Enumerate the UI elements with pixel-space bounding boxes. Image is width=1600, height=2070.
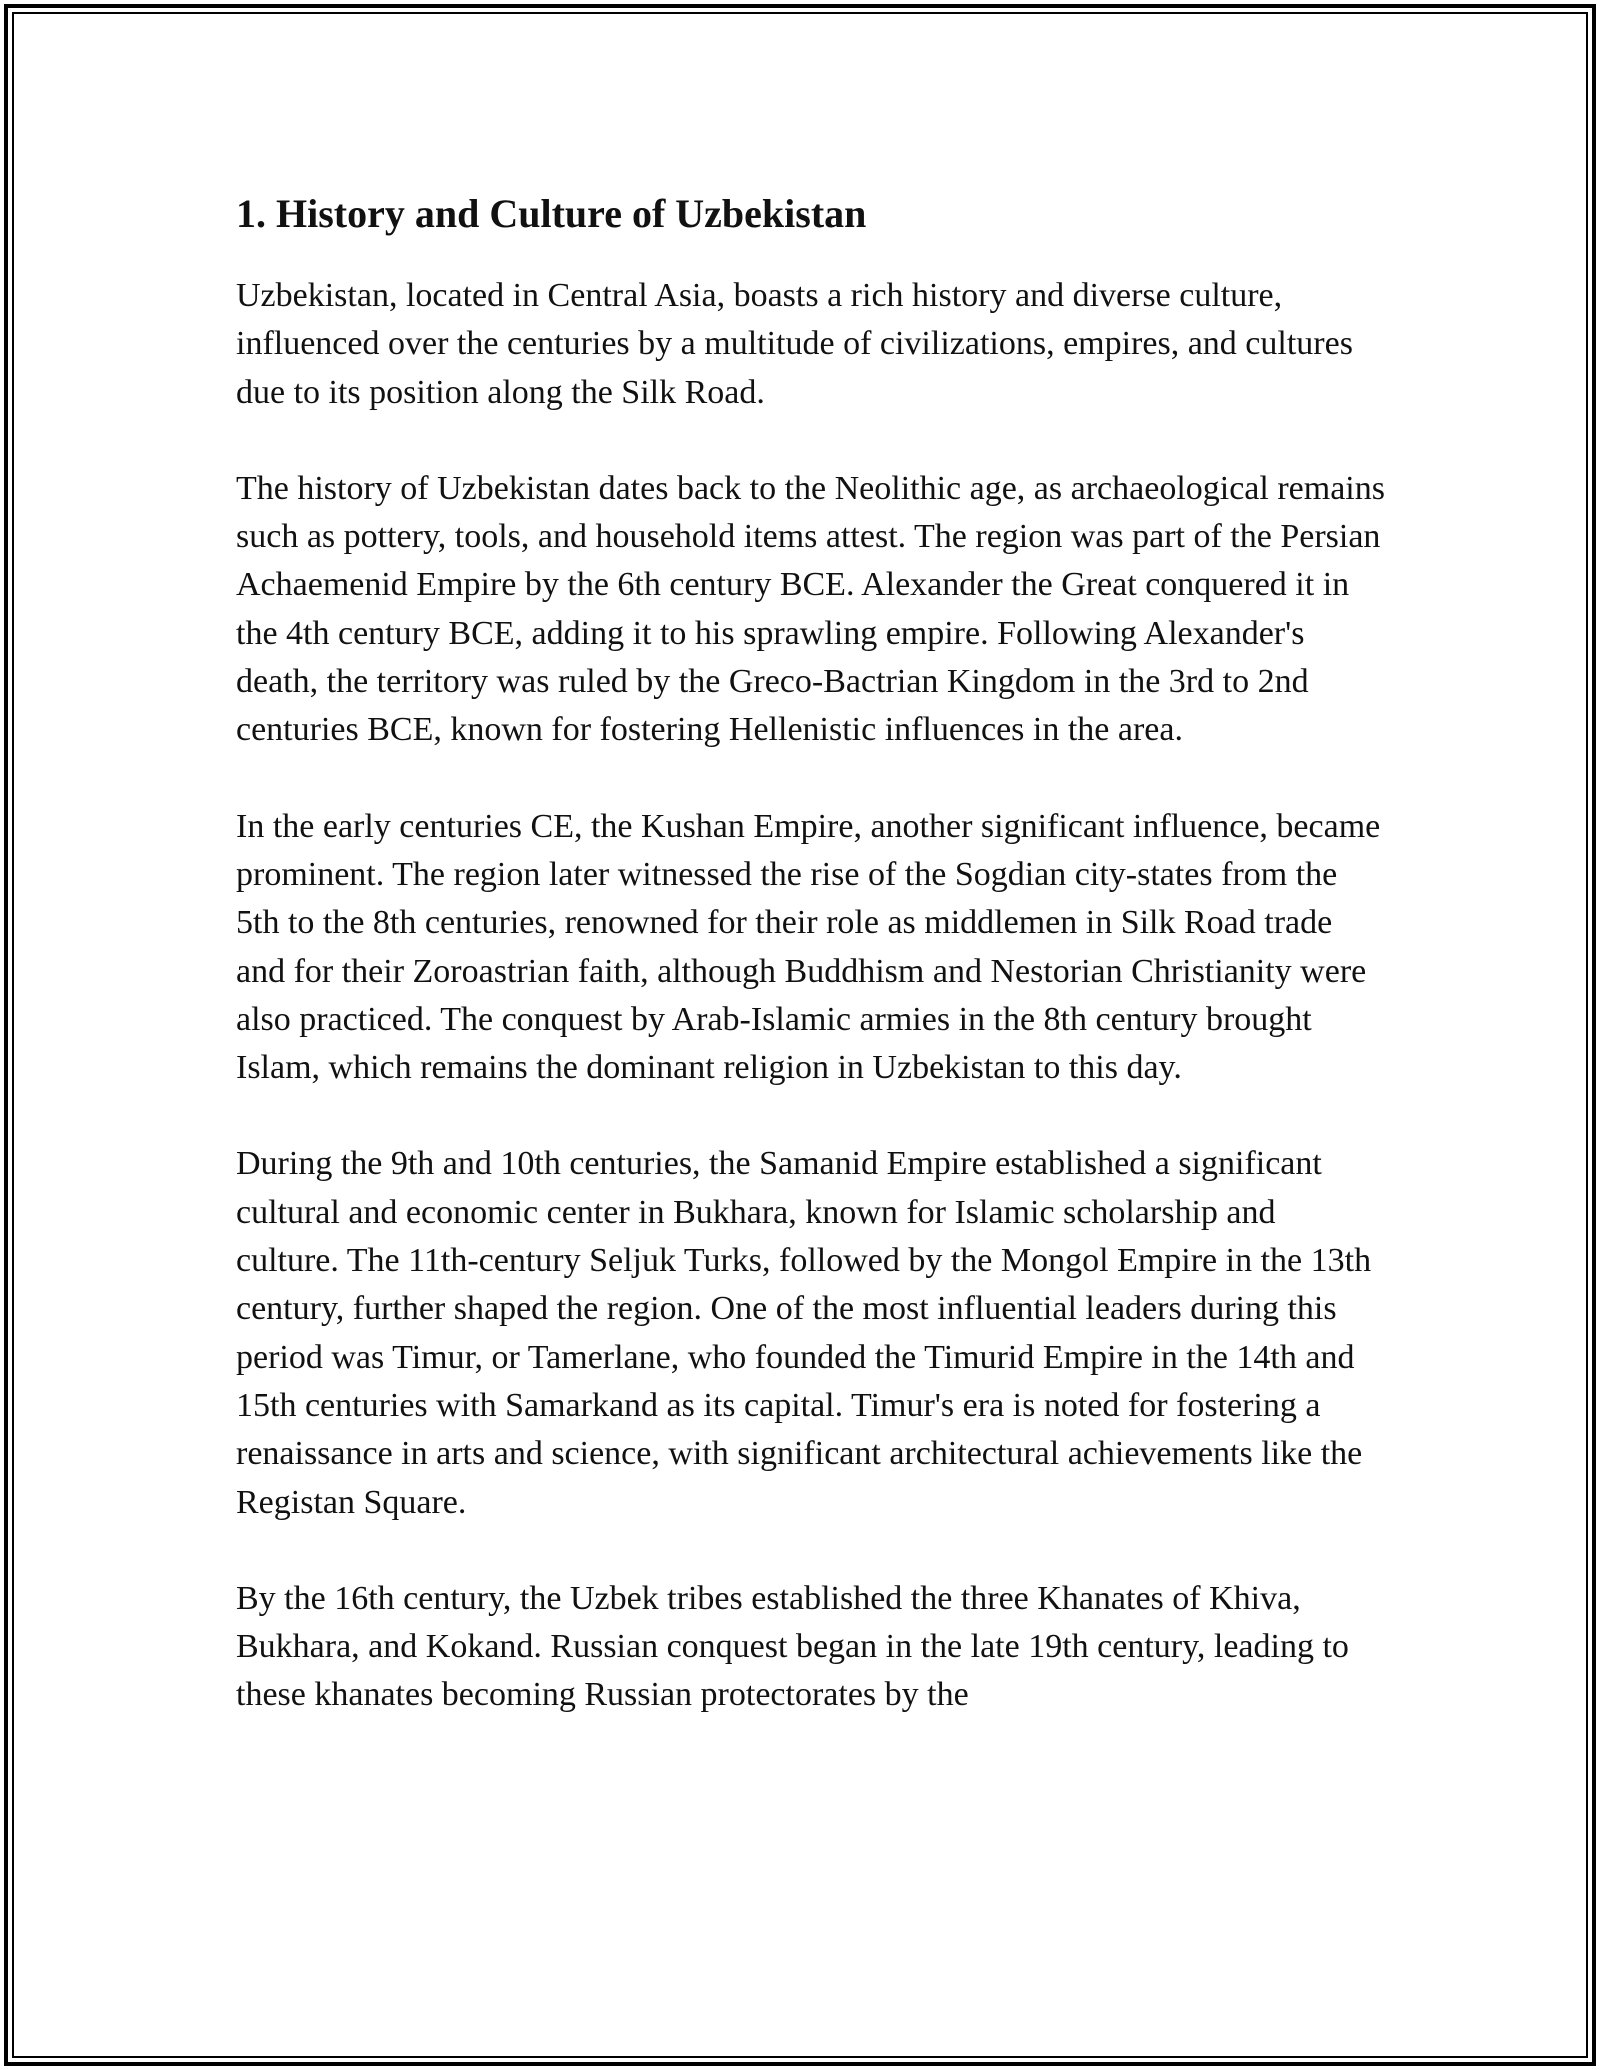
- paragraph-ancient-history: The history of Uzbekistan dates back to the Neolithic age, as archaeological remains such as pottery, tools, and household items attest. The region was part of the Persian Achaemenid Empire by the 6th century BCE. Alexander the Great conquered it in the 4th century BCE, adding it to his sprawling empire. Following Alexander's death, the territory was ruled by the Greco-Bactrian Kingdom in the 3rd to 2nd centuries BCE, known for fostering Hellenistic influences in the area.: [236, 469, 1385, 749]
- paragraph-khanates: By the 16th century, the Uzbek tribes established the three Khanates of Khiva, Bukhara, and Kokand. Russian conquest began in the late 19th century, leading to these khanates becoming Russian protectorates by the: [236, 1579, 1349, 1714]
- paragraph-medieval: During the 9th and 10th centuries, the Samanid Empire established a significant cultural and economic center in Bukhara, known for Islamic scholarship and culture. The 11th-century Seljuk Turks, followed by the Mongol Empire in the 13th century, further shaped the region. One of the most influential leaders during this period was Timur, or Tamerlane, who founded the Timurid Empire in the 14th and 15th centuries with Samarkand as its capital. Timur's era is noted for fostering a renaissance in arts and science, with significant architectural achievements like the Registan Square.: [236, 1145, 1372, 1521]
- section-heading: 1. History and Culture of Uzbekistan: [236, 191, 867, 236]
- document-body: [236, 186, 1386, 1768]
- paragraph-intro: Uzbekistan, located in Central Asia, boasts a rich history and diverse culture, influenced over the centuries by a multitude of civilizations, empires, and cultures due to its position along the Silk Road.: [236, 277, 1353, 411]
- paragraph-early-ce: In the early centuries CE, the Kushan Empire, another significant influence, became prominent. The region later witnessed the rise of the Sogdian city-states from the 5th to the 8th centuries, renowned for their role as middlemen in Silk Road trade and for their Zoroastrian faith, although Buddhism and Nestorian Christianity were also practiced. The conquest by Arab-Islamic armies in the 8th century brought Islam, which remains the dominant religion in Uzbekistan to this day.: [236, 807, 1381, 1087]
